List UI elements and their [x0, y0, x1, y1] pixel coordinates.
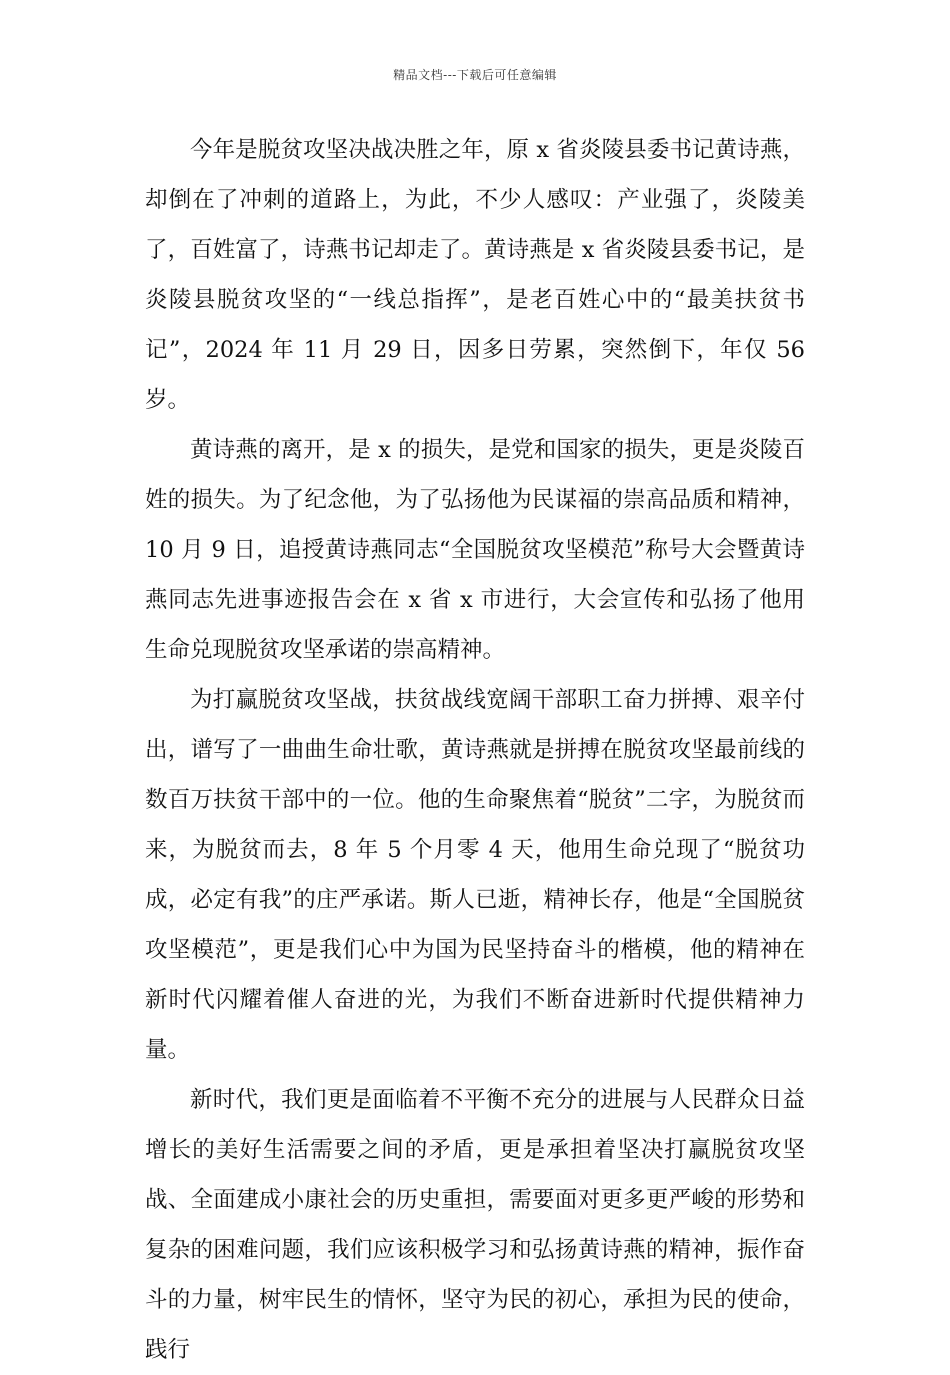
paragraph-3: 为打赢脱贫攻坚战，扶贫战线宽阔干部职工奋力拼搏、艰辛付出，谱写了一曲曲生命壮歌，黄诗燕就是拼搏在脱贫攻坚最前线的数百万扶贫干部中的一位。他的生命聚焦着“脱贫”二字，为脱贫而来，为脱贫而去，8 年 5 个月零 4 天，他用生命兑现了“脱贫功成，必定有我”的庄严承诺。斯人已逝，精神长存，他是“全国脱贫攻坚模范”，更是我们心中为国为民坚持奋斗的楷模，他的精神在新时代闪耀着催人奋进的光，为我们不断奋进新时代提供精神力量。 [145, 687, 805, 1063]
paragraph-1: 今年是脱贫攻坚决战决胜之年，原 x 省炎陵县委书记黄诗燕，却倒在了冲刺的道路上，为此，不少人感叹：产业强了，炎陵美了，百姓富了，诗燕书记却走了。黄诗燕是 x 省炎陵县委书记，是炎陵县脱贫攻坚的“一线总指挥”，是老百姓心中的“最美扶贫书记”，2024 年 11 月 29 日，因多日劳累，突然倒下，年仅 56 岁。 [145, 137, 805, 413]
paragraph-2: 黄诗燕的离开，是 x 的损失，是党和国家的损失，更是炎陵百姓的损失。为了纪念他，为了弘扬他为民谋福的崇高品质和精神，10 月 9 日，追授黄诗燕同志“全国脱贫攻坚模范”称号大会暨黄诗燕同志先进事迹报告会在 x 省 x 市进行，大会宣传和弘扬了他用生命兑现脱贫攻坚承诺的崇高精神。 [145, 437, 805, 663]
document-body [145, 125, 805, 1375]
page-header: 精品文档---下载后可任意编辑 [393, 68, 557, 82]
paragraph-4: 新时代，我们更是面临着不平衡不充分的进展与人民群众日益增长的美好生活需要之间的矛盾，更是承担着坚决打赢脱贫攻坚战、全面建成小康社会的历史重担，需要面对更多更严峻的形势和复杂的困难问题，我们应该积极学习和弘扬黄诗燕的精神，振作奋斗的力量，树牢民生的情怀，坚守为民的初心，承担为民的使命，践行 [145, 1087, 805, 1363]
